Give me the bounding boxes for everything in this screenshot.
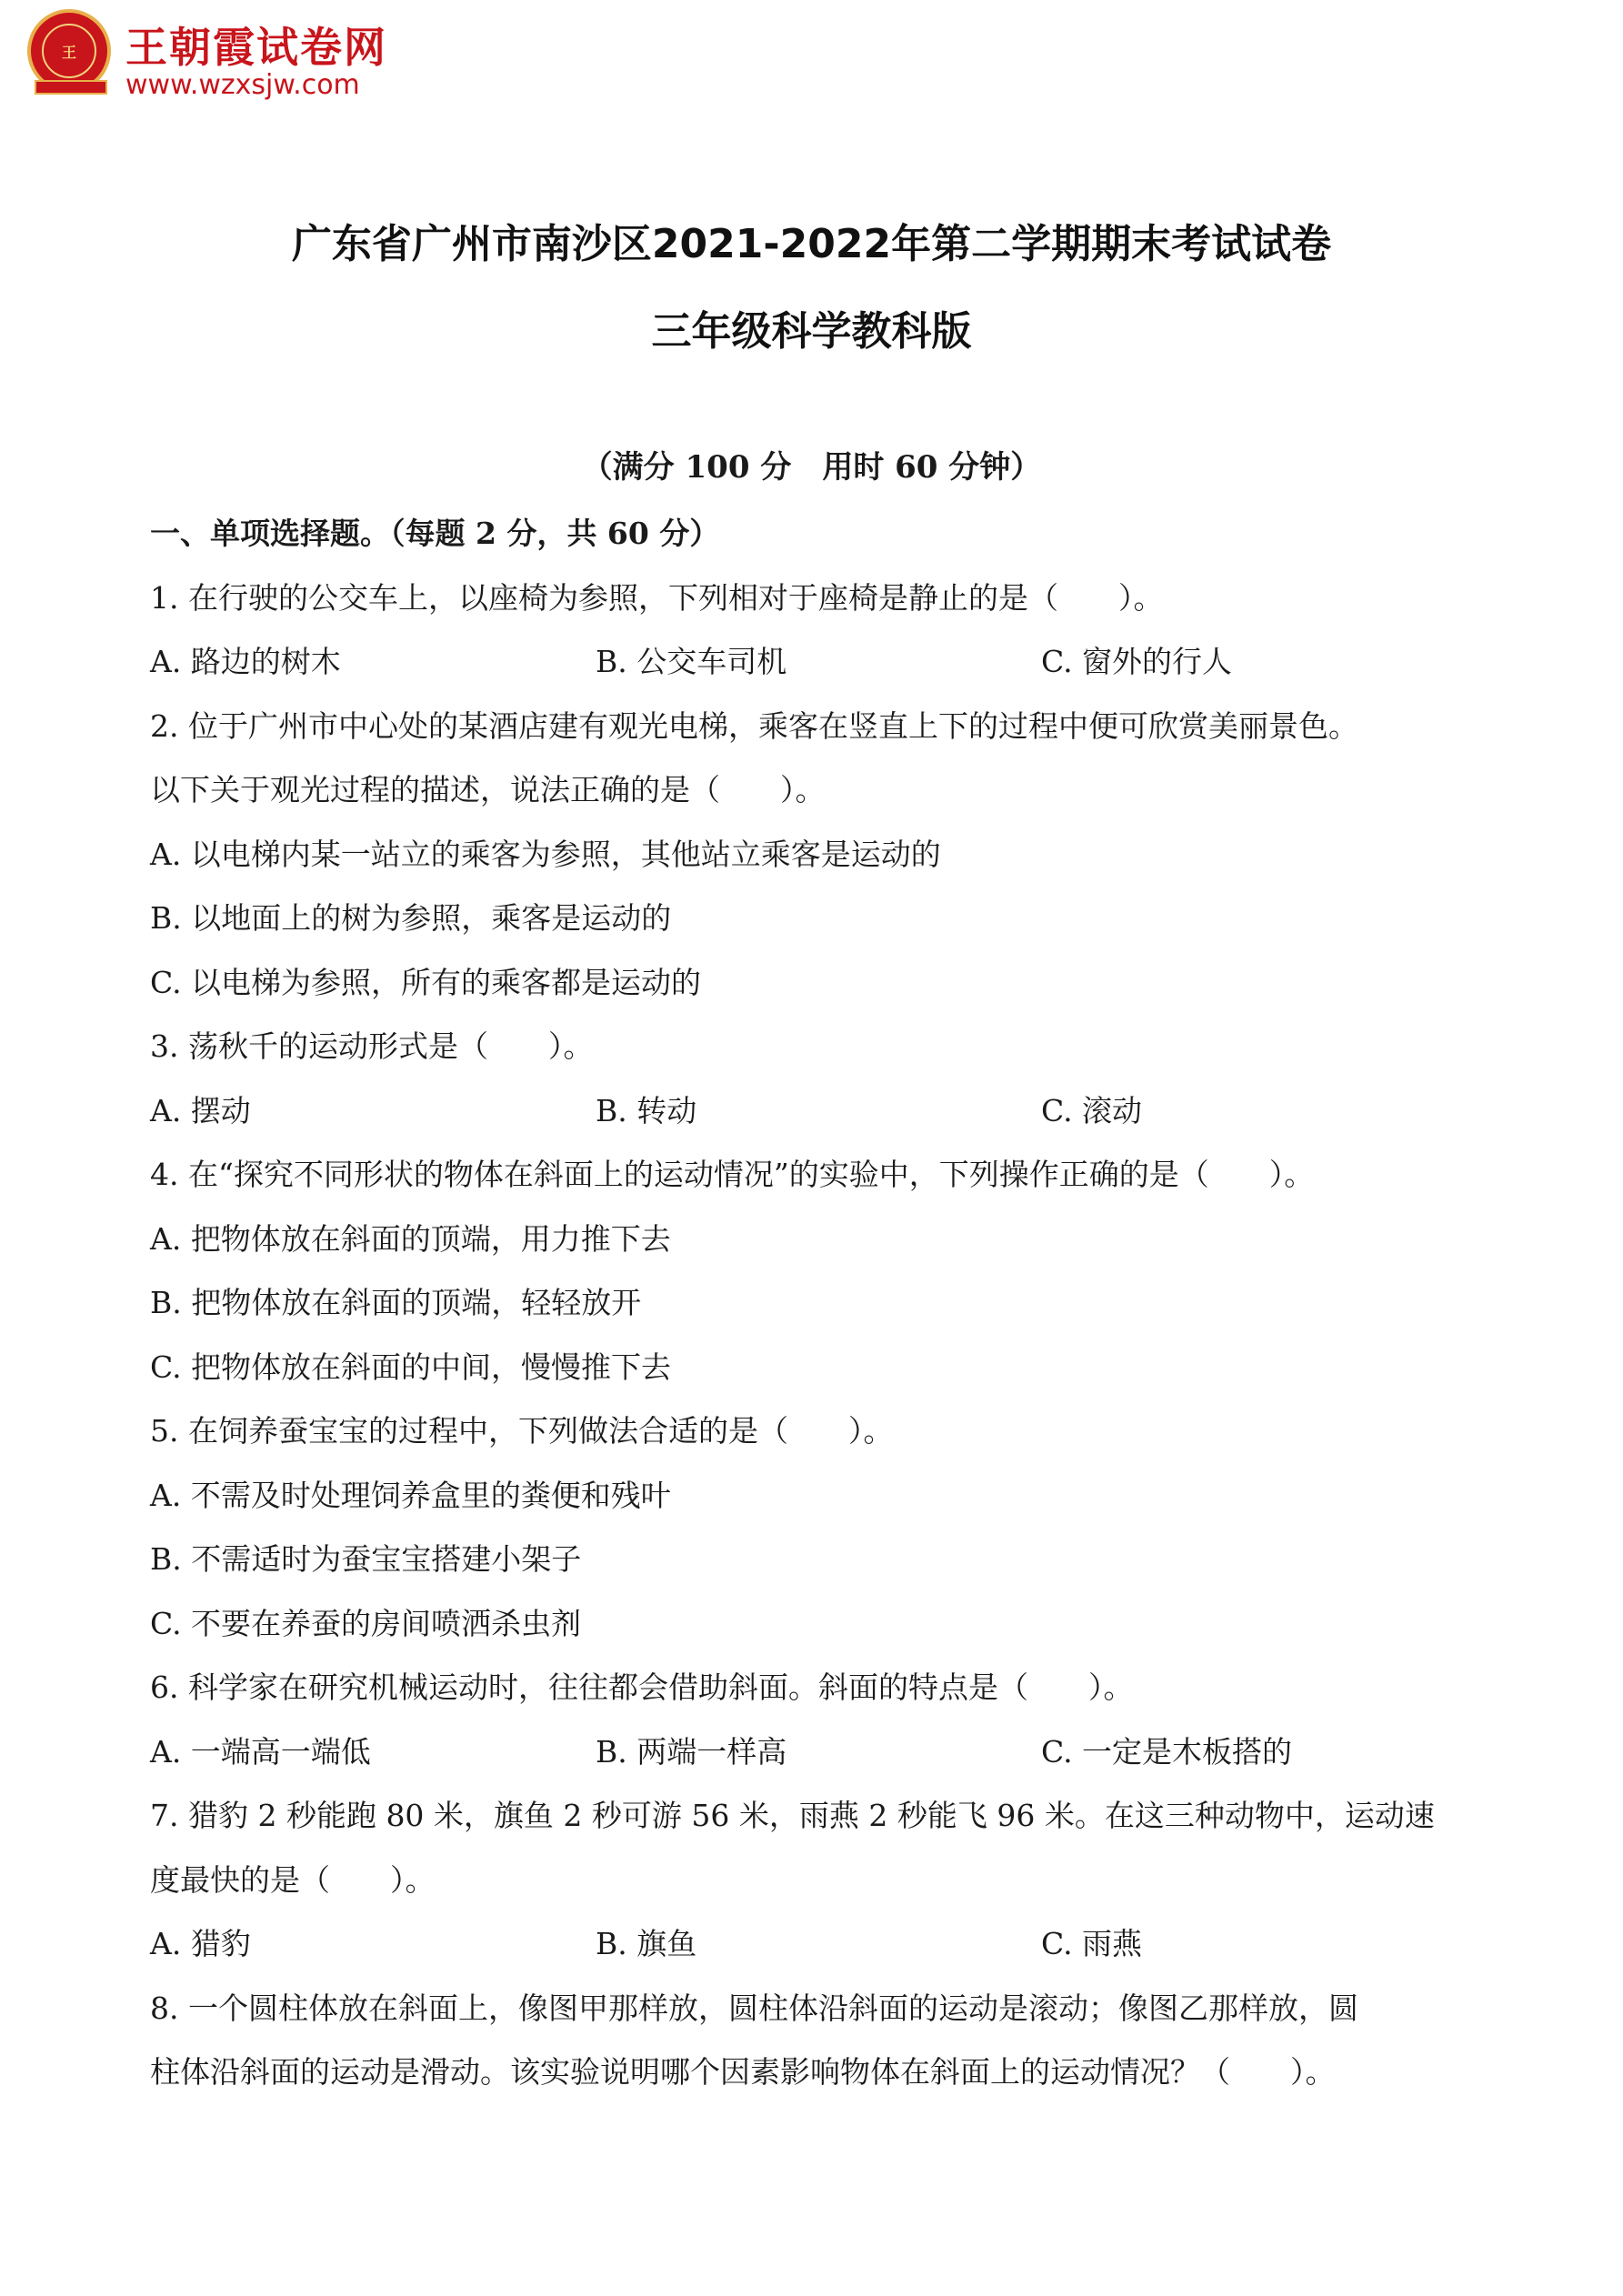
question-stem: 1. 在行驶的公交车上，以座椅为参照，下列相对于座椅是静止的是（ ）。: [150, 579, 1164, 616]
answer-option: A. 猎豹: [150, 1926, 251, 1961]
answer-option: C. 把物体放在斜面的中间，慢慢推下去: [150, 1349, 672, 1385]
answer-option: B. 以地面上的树为参照，乘客是运动的: [150, 900, 672, 936]
answer-option: B. 公交车司机: [596, 644, 787, 679]
question-stem: 5. 在饲养蚕宝宝的过程中，下列做法合适的是（ ）。: [150, 1413, 894, 1449]
options-row: [150, 1720, 1496, 1785]
answer-option: B. 转动: [596, 1092, 697, 1128]
question-stem: 度最快的是（ ）。: [150, 1861, 436, 1898]
answer-option: C. 窗外的行人: [1041, 644, 1233, 679]
document-title: 广东省广州市南沙区2021-2022年第二学期期末考试试卷: [291, 221, 1332, 267]
question-stem: 7. 猎豹 2 秒能跑 80 米，旗鱼 2 秒可游 56 米，雨燕 2 秒能飞 96 米。在这三种动物中，运动速: [150, 1798, 1435, 1833]
answer-option: C. 不要在养蚕的房间喷洒杀虫剂: [150, 1605, 582, 1641]
options-row: [150, 630, 1496, 695]
brand-name: 王朝霞试卷网: [125, 23, 387, 72]
question-stem: 柱体沿斜面的运动是滑动。该实验说明哪个因素影响物体在斜面上的运动情况？（ ）。: [150, 2054, 1336, 2090]
answer-option: B. 不需适时为蚕宝宝搭建小架子: [150, 1541, 582, 1577]
section-heading: 一、单项选择题。（每题 2 分，共 60 分）: [150, 516, 720, 551]
question-stem: 以下关于观光过程的描述，说法正确的是（ ）。: [150, 772, 826, 807]
answer-option: C. 以电梯为参照，所有的乘客都是运动的: [150, 964, 702, 1000]
options-row: [150, 1912, 1496, 1977]
site-logo: [27, 9, 418, 109]
question-stem: 4. 在“探究不同形状的物体在斜面上的运动情况”的实验中，下列操作正确的是（ ）。: [150, 1157, 1315, 1192]
question-stem: 3. 荡秋千的运动形式是（ ）。: [150, 1028, 594, 1064]
answer-option: A. 不需及时处理饲养盒里的粪便和残叶: [150, 1477, 671, 1513]
brand-url: www.wzxsjw.com: [125, 69, 360, 101]
question-stem: 6. 科学家在研究机械运动时，往往都会借助斜面。斜面的特点是（ ）。: [150, 1669, 1134, 1705]
question-stem: 8. 一个圆柱体放在斜面上，像图甲那样放，圆柱体沿斜面的运动是滚动；像图乙那样放，圆: [150, 1990, 1358, 2026]
document-subtitle: 三年级科学教科版: [651, 308, 972, 355]
answer-option: B. 两端一样高: [596, 1733, 787, 1770]
emperor-seal-logo-icon: 王: [27, 9, 111, 93]
answer-option: B. 把物体放在斜面的顶端，轻轻放开: [150, 1285, 642, 1320]
options-row: [150, 1079, 1496, 1144]
question-stem: 2. 位于广州市中心处的某酒店建有观光电梯，乘客在竖直上下的过程中便可欣赏美丽景色。: [150, 707, 1358, 744]
answer-option: C. 滚动: [1041, 1092, 1143, 1128]
question-list: [150, 502, 1496, 2105]
answer-option: A. 摆动: [150, 1092, 251, 1128]
answer-option: A. 把物体放在斜面的顶端，用力推下去: [150, 1220, 671, 1257]
answer-option: C. 一定是木板搭的: [1041, 1733, 1293, 1770]
answer-option: C. 雨燕: [1041, 1926, 1143, 1961]
exam-info: （满分 100 分 用时 60 分钟）: [581, 449, 1042, 486]
answer-option: A. 路边的树木: [150, 644, 341, 679]
answer-option: B. 旗鱼: [596, 1926, 697, 1961]
answer-option: A. 以电梯内某一站立的乘客为参照，其他站立乘客是运动的: [150, 836, 941, 872]
answer-option: A. 一端高一端低: [150, 1733, 371, 1770]
